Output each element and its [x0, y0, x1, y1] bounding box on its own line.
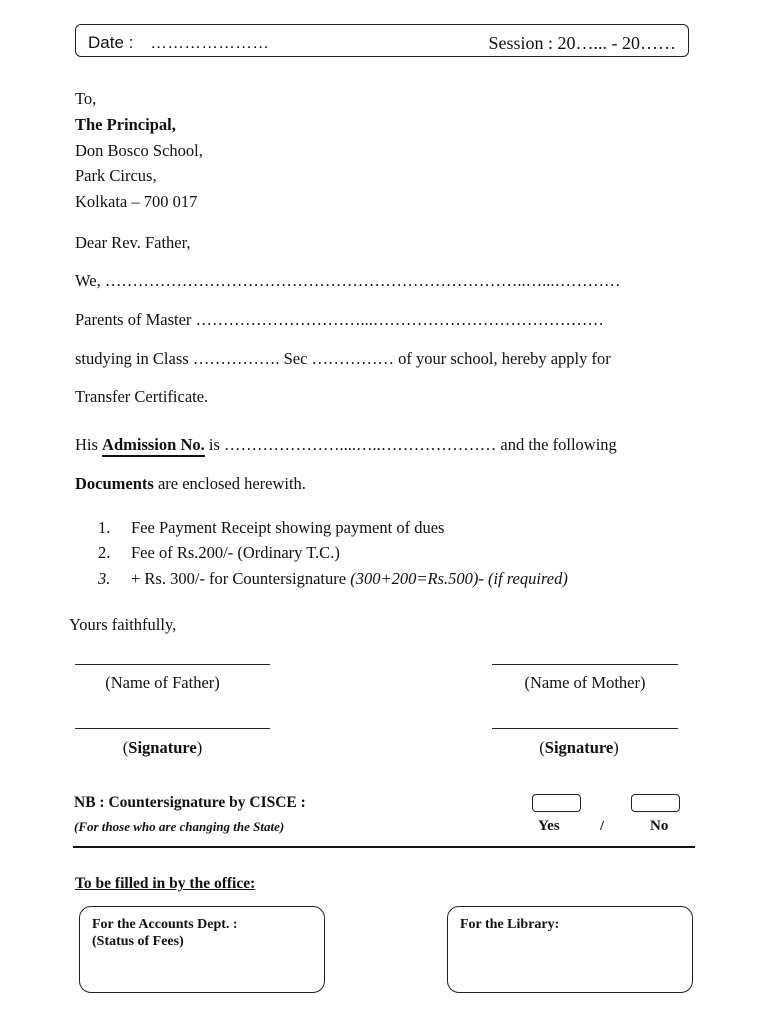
accounts-label [92, 916, 238, 950]
yes-checkbox[interactable] [532, 794, 581, 812]
no-label: No [650, 818, 669, 834]
address-line2: Park Circus, [75, 166, 157, 185]
document-item-num-3: 3. [98, 569, 111, 588]
address-line1: Don Bosco School, [75, 141, 203, 160]
document-item-note-3: (300+200=Rs.500)- (if required) [350, 569, 568, 588]
document-item-text-1: Fee Payment Receipt showing payment of dues [131, 518, 445, 537]
sig-open: ( [122, 738, 129, 757]
sig-word: Signature [544, 738, 614, 757]
enclosed-text: are enclosed herewith. [157, 474, 306, 493]
date-label: Date : [88, 33, 134, 52]
date-value[interactable]: ………………… [150, 33, 270, 52]
class-label: studying in Class [75, 349, 189, 368]
document-item-3 [131, 569, 568, 589]
document-item-text-3: + Rs. 300/- for Countersignature [131, 569, 347, 588]
office-heading: To be filled in by the office: [75, 875, 256, 892]
sig-close: ) [613, 738, 619, 757]
yes-label: Yes [538, 818, 560, 834]
father-signature-line[interactable] [75, 728, 270, 729]
date-field[interactable] [88, 33, 269, 53]
header-box [75, 24, 689, 57]
parents-blank[interactable]: …………………………...…………………………………… [195, 310, 604, 329]
library-box[interactable] [447, 906, 693, 993]
accounts-box[interactable] [79, 906, 325, 993]
sig-open: ( [539, 738, 545, 757]
documents-line [75, 474, 306, 494]
closing: Yours faithfully, [69, 615, 177, 634]
class-blank[interactable]: ……………. [192, 349, 280, 368]
admission-line [75, 435, 617, 455]
recipient: The Principal, [75, 115, 176, 134]
father-name-line[interactable] [75, 664, 270, 665]
sec-label: Sec [283, 349, 308, 368]
we-label: We, [75, 271, 101, 290]
apply-text: of your school, hereby apply for [398, 349, 611, 368]
father-signature-label [75, 738, 250, 758]
divider [73, 846, 695, 848]
parents-label: Parents of Master [75, 310, 192, 329]
we-line [75, 271, 620, 291]
mother-name-label: (Name of Mother) [524, 673, 646, 692]
parents-line [75, 310, 604, 330]
sig-close: ) [196, 738, 203, 757]
yes-no-separator: / [600, 818, 605, 834]
mother-signature-line[interactable] [492, 728, 678, 729]
nb-subtitle: (For those who are changing the State) [74, 819, 285, 834]
library-label: For the Library: [460, 917, 560, 932]
admission-blank[interactable]: …………………....…..………………… [224, 435, 497, 454]
address-line3: Kolkata – 700 017 [75, 192, 198, 211]
to-line: To, [75, 89, 97, 108]
document-item-num-2: 2. [98, 543, 111, 562]
class-line [75, 349, 611, 369]
document-item-num-1: 1. [98, 518, 111, 537]
salutation: Dear Rev. Father, [75, 233, 191, 252]
accounts-label-line1: For the Accounts Dept. : [92, 917, 238, 932]
his-text: His [75, 435, 98, 454]
session-field[interactable]: Session : 20…... - 20…… [488, 33, 676, 53]
no-checkbox[interactable] [631, 794, 680, 812]
document-item-text-2: Fee of Rs.200/- (Ordinary T.C.) [131, 543, 340, 562]
tc-text: Transfer Certificate. [75, 387, 209, 406]
nb-title: NB : Countersignature by CISCE : [74, 794, 306, 811]
father-name-label: (Name of Father) [105, 673, 220, 692]
documents-label: Documents [75, 474, 154, 493]
admission-label: Admission No. [102, 435, 205, 457]
we-blank[interactable]: …………………………………………………………………..…...………… [104, 271, 621, 290]
sec-blank[interactable]: …………… [311, 349, 395, 368]
sig-word: Signature [128, 738, 197, 757]
accounts-label-line2: (Status of Fees) [92, 934, 184, 949]
following-text: and the following [500, 435, 617, 454]
mother-signature-label [486, 738, 672, 758]
is-text: is [208, 435, 220, 454]
mother-name-line[interactable] [492, 664, 678, 665]
